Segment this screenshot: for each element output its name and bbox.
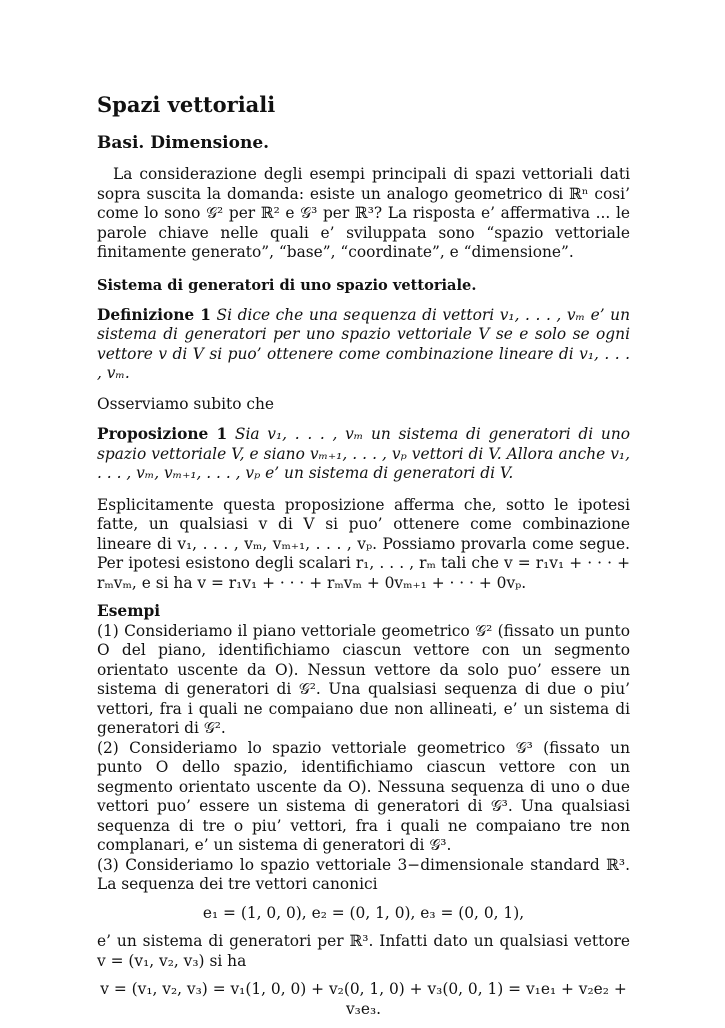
equation-basis: e₁ = (1, 0, 0), e₂ = (0, 1, 0), e₃ = (0, 0, 1), bbox=[202, 903, 525, 922]
example-2: (2) Consideriamo lo spazio vettoriale geometrico 𝒢³ (fissato un punto O dello spazio, identifichiamo ciascun vettore con un segmento orientato uscente da O). Nessuna sequenza di uno o due vettori puo’ essere un sistema di generatori di 𝒢³. Una qualsiasi sequenza di tre o piu’ vettori, fra i quali ne compaiano tre non complanari, e’ un sistema di generatori di 𝒢³. bbox=[97, 738, 630, 854]
definition-text: Si dice che una sequenza di vettori v₁, . . . , vₘ e’ un sistema di generatori per uno spazio vettoriale V se e solo se ogni vettore v di V si puo’ ottenere come combinazione lineare di v₁, . . . , vₘ. bbox=[97, 305, 630, 382]
example-3-continued: e’ un sistema di generatori per ℝ³. Infatti dato un qualsiasi vettore v = (v₁, v₂, v₃) si ha bbox=[97, 932, 630, 970]
example-3: (3) Consideriamo lo spazio vettoriale 3−dimensionale standard ℝ³. La sequenza dei tre vettori canonici bbox=[97, 855, 630, 893]
example-1: (1) Consideriamo il piano vettoriale geometrico 𝒢² (fissato un punto O del piano, identifichiamo ciascun vettore con un segmento orientato uscente da O). Nessun vettore da solo puo’ essere un sistema di generatori di 𝒢². Una qualsiasi sequenza di due o piu’ vettori, fra i quali ne compaiano due non allineati, e’ un sistema di generatori di 𝒢². bbox=[97, 621, 630, 737]
subsection-heading: Sistema di generatori di uno spazio vettoriale. bbox=[97, 276, 477, 294]
explanation-paragraph: Esplicitamente questa proposizione afferma che, sotto le ipotesi fatte, un qualsiasi v di V si puo’ ottenere come combinazione lineare di v₁, . . . , vₘ, vₘ₊₁, . . . , vₚ. Possiamo provarla come segue. Per ipotesi esistono degli scalari r₁, . . . , rₘ tali che v = r₁v₁ + · · · + rₘvₘ, e si ha v = r₁v₁ + · · · + rₘvₘ + 0vₘ₊₁ + · · · + 0vₚ. bbox=[97, 495, 630, 592]
section-heading: Basi. Dimensione. bbox=[97, 133, 270, 153]
proposition-block bbox=[97, 425, 630, 484]
proposition-text: Sia v₁, . . . , vₘ un sistema di generatori di uno spazio vettoriale V, e siano vₘ₊₁, . . . , vₚ vettori di V. Allora anche v₁, . . . , vₘ, vₘ₊₁, . . . , vₚ e’ un sistema di generatori di V. bbox=[97, 425, 630, 482]
proposition-label: Proposizione 1 bbox=[97, 425, 228, 443]
definition-label: Definizione 1 bbox=[97, 305, 211, 324]
examples-heading: Esempi bbox=[97, 602, 161, 620]
definition-block bbox=[97, 306, 630, 384]
document-page bbox=[97, 92, 630, 1028]
page-title: Spazi vettoriali bbox=[97, 92, 276, 117]
equation-decomposition: v = (v₁, v₂, v₃) = v₁(1, 0, 0) + v₂(0, 1, 0) + v₃(0, 0, 1) = v₁e₁ + v₂e₂ + v₃e₃. bbox=[100, 980, 627, 1018]
observe-paragraph: Osserviamo subito che bbox=[97, 394, 274, 413]
intro-paragraph: La considerazione degli esempi principali di spazi vettoriali dati sopra suscita la domanda: esiste un analogo geometrico di ℝⁿ cosi’ come lo sono 𝒢² per ℝ² e 𝒢³ per ℝ³? La risposta e’ affermativa ... le parole chiave nelle quali e’ sviluppata sono “spazio vettoriale finitamente generato”, “base”, “coordinate”, e “dimensione”. bbox=[97, 165, 630, 261]
